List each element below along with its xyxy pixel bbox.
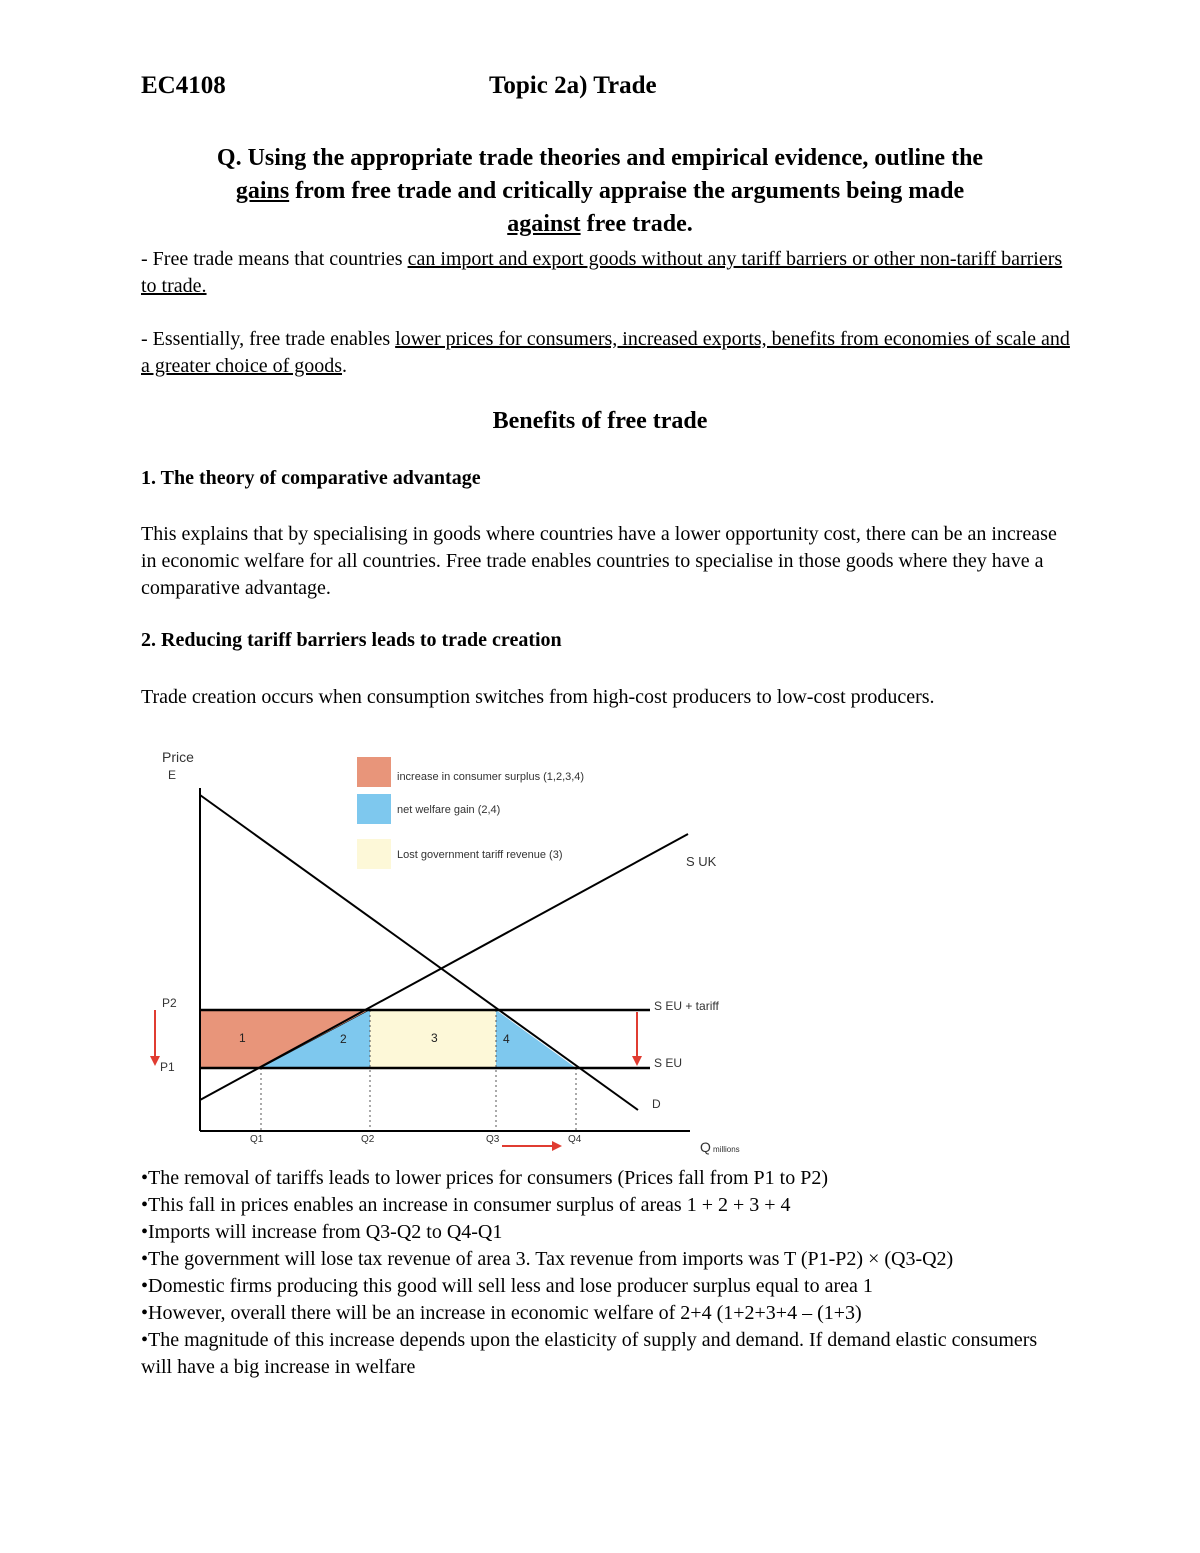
area-label-1: 1 [239, 1031, 246, 1045]
bullet-item: •Imports will increase from Q3-Q2 to Q4-Q1 [141, 1221, 503, 1243]
curve-label-d: D [652, 1097, 661, 1111]
axis-label-e: E [168, 768, 177, 782]
area-label-4: 4 [503, 1032, 510, 1046]
import-increase-arrowhead [552, 1141, 562, 1151]
legend-swatch-net-welfare [357, 794, 391, 824]
bullet-item: •This fall in prices enables an increase in consumer surplus of areas 1 + 2 + 3 + 4 [141, 1194, 791, 1216]
axis-label-q: Q [700, 1139, 711, 1155]
sub1-text: This explains that by specialising in goods where countries have a lower opportunity cost, there can be an increase in economic welfare for all countries. Free trade enables countries to specialise in those goods where they have a comparative advantage. [141, 523, 1057, 599]
intro-p2-lead: - Essentially, free trade enables [141, 328, 396, 350]
price-label-p2: P2 [162, 996, 177, 1010]
axis-label-q-unit: millions [713, 1145, 740, 1154]
question-against: against [507, 211, 581, 237]
legend-swatch-tariff-revenue [357, 839, 391, 869]
legend-label-net-welfare: net welfare gain (2,4) [397, 804, 501, 816]
intro-p2-tail: . [342, 355, 348, 377]
sub2-text: Trade creation occurs when consumption switches from high-cost producers to low-cost producers. [141, 686, 935, 708]
quantity-label-q3: Q3 [486, 1134, 500, 1145]
area-label-3: 3 [431, 1031, 438, 1045]
question-prefix: Q. Using the appropriate trade theories and empirical evidence, outline the [216, 145, 984, 171]
area-label-2: 2 [340, 1032, 347, 1046]
curve-label-s-uk: S UK [686, 854, 717, 869]
intro-p1-lead: - Free trade means that countries [141, 248, 408, 270]
legend-label-consumer-surplus: increase in consumer surplus (1,2,3,4) [397, 771, 585, 783]
curve-label-s-eu: S EU [654, 1056, 683, 1070]
intro-p1-underline: can import and export goods without any tariff barriers or other non-tariff barriers to trade. [141, 248, 1063, 297]
sub1-heading: 1. The theory of comparative advantage [141, 467, 481, 489]
price-label-p1: P1 [160, 1060, 175, 1074]
section-title: Benefits of free trade [492, 408, 708, 434]
bullet-item: •However, overall there will be an increase in economic welfare of 2+4 (1+2+3+4 – (1+3) [141, 1302, 862, 1324]
bullet-item: •Domestic firms producing this good will sell less and lose producer surplus equal to area 1 [141, 1275, 873, 1297]
question-gains: gains [235, 178, 290, 204]
bullet-item: •The removal of tariffs leads to lower prices for consumers (Prices fall from P1 to P2) [141, 1167, 829, 1189]
topic-title: Topic 2a) Trade [489, 72, 657, 99]
intro-p2-underline: lower prices for consumers, increased exports, benefits from economies of scale and a greater choice of goods [141, 328, 1070, 377]
legend-swatch-consumer-surplus [357, 757, 391, 787]
sub2-heading: 2. Reducing tariff barriers leads to trade creation [141, 629, 562, 651]
legend-label-tariff-revenue: Lost government tariff revenue (3) [397, 849, 563, 861]
quantity-label-q2: Q2 [361, 1134, 375, 1145]
tariff-arrowhead-right [632, 1056, 642, 1066]
quantity-label-q4: Q4 [568, 1134, 582, 1145]
quantity-label-q1: Q1 [250, 1134, 264, 1145]
axis-label-price: Price [162, 749, 194, 765]
price-fall-arrowhead-left [150, 1056, 160, 1066]
bullet-list [141, 1165, 1071, 1381]
question-suffix: free trade. [586, 211, 693, 237]
bullet-item: •The magnitude of this increase depends upon the elasticity of supply and demand. If demand elastic consumers will have a big increase in welfare [141, 1329, 1038, 1378]
bullet-item: •The government will lose tax revenue of area 3. Tax revenue from imports was T (P1-P2) × (Q3-Q2) [141, 1248, 954, 1270]
question-middle: from free trade and critically appraise the arguments being made [295, 178, 965, 204]
course-code: EC4108 [141, 72, 226, 99]
curve-label-s-eu-tariff: S EU + tariff [654, 999, 719, 1013]
